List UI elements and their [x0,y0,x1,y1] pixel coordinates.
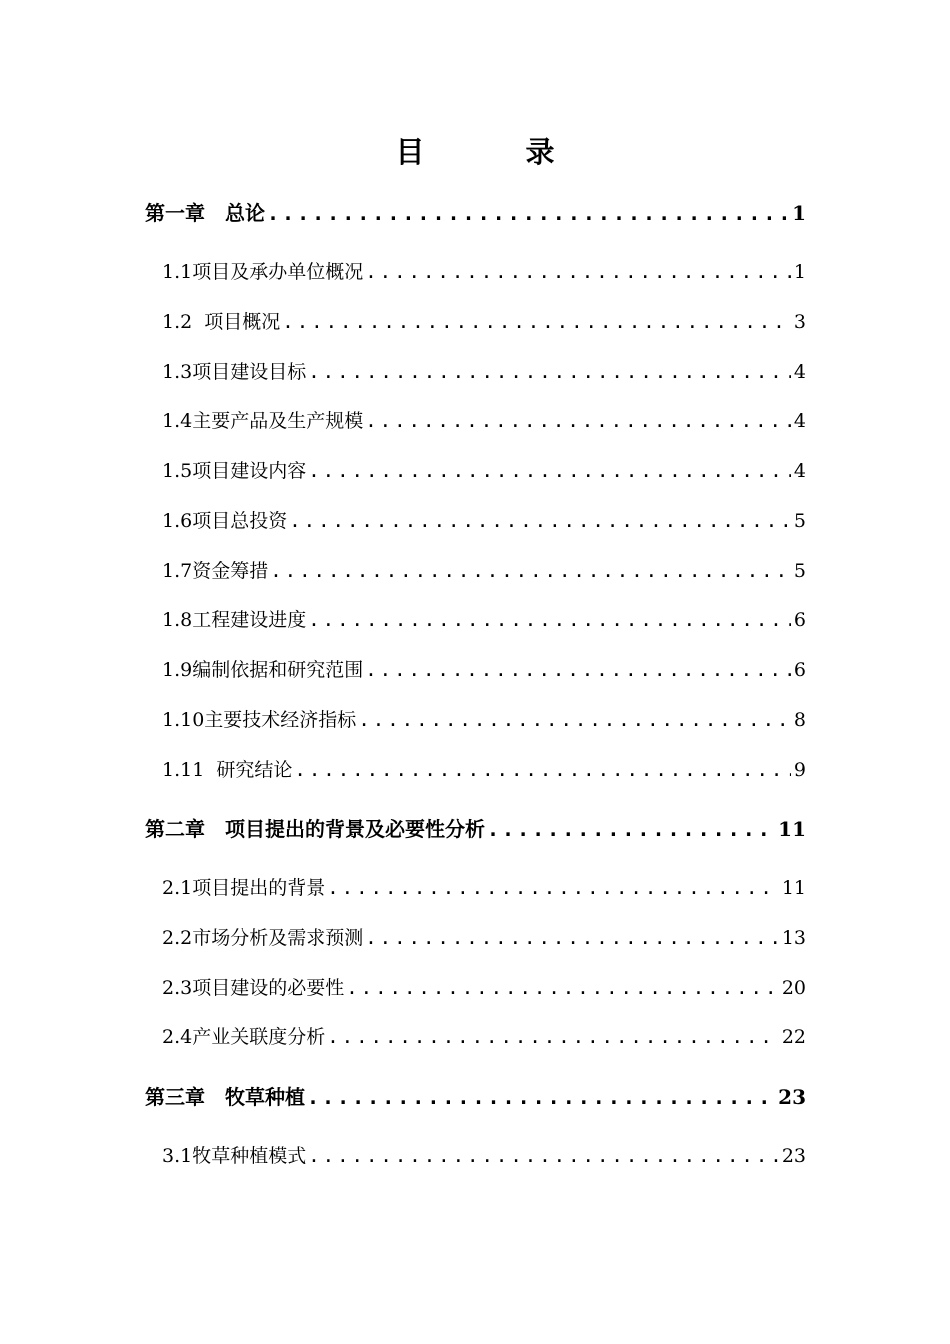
toc-leader-dots [308,458,791,484]
toc-entry-text: 2.1项目提出的背景 [162,877,326,899]
toc-page-number: 1 [793,261,806,283]
toc-page-number: 11 [781,877,806,899]
toc-leader-dots [308,359,791,385]
toc-entry-text: 2.4产业关联度分析 [162,1026,326,1048]
toc-entry-1-4[interactable] [162,404,806,434]
toc-leader-dots [358,707,791,733]
toc-entry-3-1[interactable] [162,1139,806,1169]
toc-entry-text: 1.7资金筹措 [162,560,269,582]
toc-entry-text: 2.2市场分析及需求预测 [162,927,364,949]
toc-entry-1-1[interactable] [162,255,806,285]
toc-entry-1-6[interactable] [162,504,806,534]
toc-entry-text: 1.10主要技术经济指标 [162,709,357,731]
toc-leader-dots [282,309,791,335]
toc-entry-1-7[interactable] [162,554,806,584]
toc-entry-text: 第一章 总论 [145,201,265,225]
toc-page-number: 5 [793,510,806,532]
toc-entry-text: 1.2 项目概况 [162,311,281,333]
toc-entry-chapter-2[interactable] [145,812,806,842]
toc-entry-1-8[interactable] [162,603,806,633]
toc-leader-dots [346,975,779,1001]
toc-leader-dots [289,508,791,534]
toc-leader-dots [365,259,791,285]
toc-page-number: 5 [793,560,806,582]
toc-entry-text: 2.3项目建设的必要性 [162,977,345,999]
toc-leader-dots [327,875,779,901]
toc-title: 目 录 [395,135,591,169]
toc-entry-2-3[interactable] [162,971,806,1001]
toc-page-number: 8 [793,709,806,731]
toc-page-number: 4 [793,460,806,482]
toc-page-number: 11 [778,817,806,841]
toc-entry-text: 3.1牧草种植模式 [162,1145,307,1167]
toc-entry-1-9[interactable] [162,653,806,683]
toc-page-number: 6 [793,659,806,681]
toc-entry-chapter-1[interactable] [145,196,806,226]
toc-page-number: 4 [793,410,806,432]
toc-entry-text: 1.9编制依据和研究范围 [162,659,364,681]
toc-leader-dots [307,1084,775,1110]
toc-page-number: 4 [793,361,806,383]
toc-entry-text: 1.4主要产品及生产规模 [162,410,364,432]
toc-page-number: 3 [793,311,806,333]
toc-entry-chapter-3[interactable] [145,1080,806,1110]
toc-entry-1-11[interactable] [162,753,806,783]
toc-leader-dots [365,925,779,951]
toc-leader-dots [267,200,789,226]
toc-page-number: 9 [793,759,806,781]
toc-page-number: 23 [781,1145,806,1167]
toc-entry-2-1[interactable] [162,871,806,901]
toc-leader-dots [365,657,791,683]
toc-entry-2-2[interactable] [162,921,806,951]
toc-entry-text: 第三章 牧草种植 [145,1085,305,1109]
toc-entry-text: 第二章 项目提出的背景及必要性分析 [145,817,485,841]
toc-entry-1-5[interactable] [162,454,806,484]
toc-entry-1-2[interactable] [162,305,806,335]
toc-leader-dots [327,1024,779,1050]
toc-entry-text: 1.11 研究结论 [162,759,293,781]
toc-entry-text: 1.1项目及承办单位概况 [162,261,364,283]
toc-leader-dots [308,1143,779,1169]
toc-page-number: 6 [793,609,806,631]
toc-entry-text: 1.8工程建设进度 [162,609,307,631]
toc-leader-dots [308,607,791,633]
toc-entry-2-4[interactable] [162,1020,806,1050]
toc-leader-dots [294,757,791,783]
toc-page-number: 13 [781,927,806,949]
toc-entry-1-3[interactable] [162,355,806,385]
toc-entry-1-10[interactable] [162,703,806,733]
toc-page-number: 20 [781,977,806,999]
toc-leader-dots [365,408,791,434]
toc-page-number: 22 [781,1026,806,1048]
toc-page-number: 1 [792,201,806,225]
toc-leader-dots [270,558,791,584]
toc-entry-text: 1.3项目建设目标 [162,361,307,383]
toc-page-number: 23 [778,1085,806,1109]
toc-entry-text: 1.6项目总投资 [162,510,288,532]
toc-entry-text: 1.5项目建设内容 [162,460,307,482]
toc-leader-dots [487,816,775,842]
